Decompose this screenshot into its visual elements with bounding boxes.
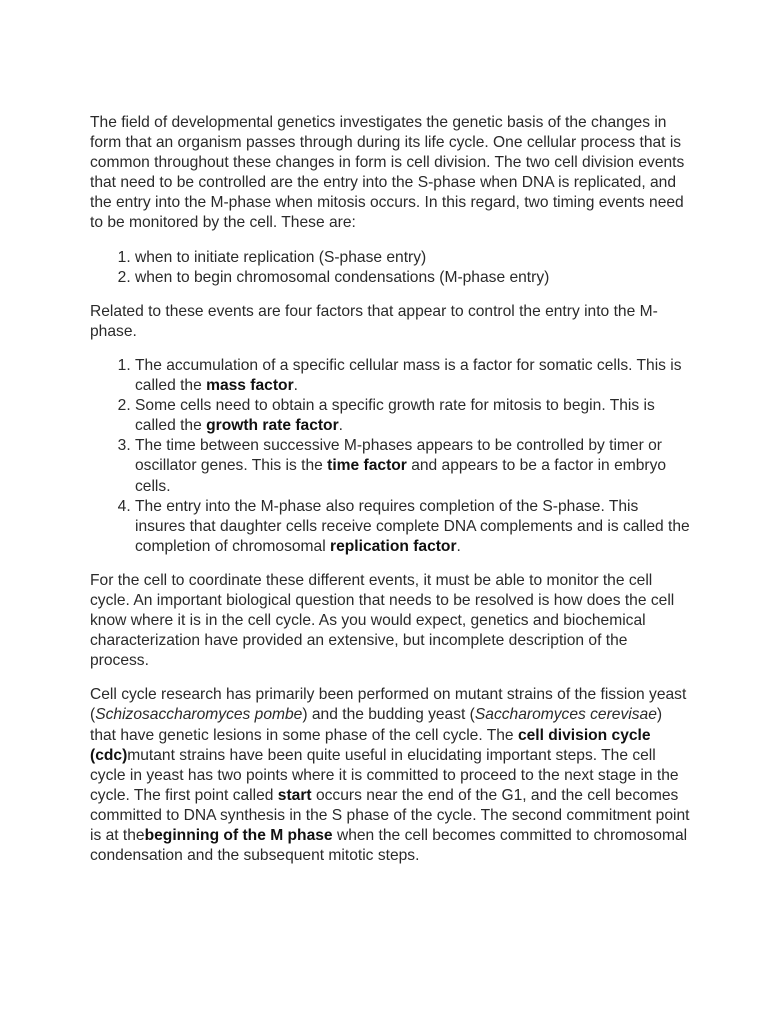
species-name: Schizosaccharomyces pombe [95, 706, 303, 724]
text-run: mutant strains have been quite useful in elucidating important steps. The cell cycle in yeast has two points where it is committed to proceed to the next stage in the cycle. The first point called [90, 746, 679, 804]
term-cdc: cell division cycle (cdc) [90, 726, 651, 764]
list-item [135, 396, 690, 436]
item-text: . [293, 377, 298, 395]
list-item [135, 356, 690, 396]
list-item: 1. when to initiate replication (S-phase entry) [135, 248, 690, 268]
list-item: 2. when to begin chromosomal condensations (M-phase entry) [135, 268, 690, 288]
list-item [135, 436, 690, 496]
factors-intro-paragraph: Related to these events are four factors that appear to control the entry into the M-phase. [90, 302, 658, 340]
item-text: . [338, 417, 343, 435]
item-text: and appears to be a factor in embryo cells. [135, 457, 667, 495]
text-run: ) that have genetic lesions in some phase of the cell cycle. The [90, 706, 663, 744]
text-run: occurs near the end of the G1, and the cell becomes committed to DNA synthesis in the S phase of the cycle. The second commitment point is at the [90, 786, 690, 844]
term-beginning-m-phase: beginning of the M phase [144, 827, 333, 844]
text-run: ) and the budding yeast ( [302, 706, 475, 724]
intro-paragraph: The field of developmental genetics investigates the genetic basis of the changes in form that an organism passes through during its life cycle. One cellular process that is common throughout these changes in form is cell division. The two cell division events that need to be controlled are the entry into the S-phase when DNA is replicated, and the entry into the M-phase when mitosis occurs. In this regard, two timing events need to be monitored by the cell. These are: [90, 114, 685, 232]
item-text: The accumulation of a specific cellular mass is a factor for somatic cells. This is called the [135, 356, 682, 395]
term-start: start [277, 786, 312, 804]
term-time-factor: time factor [327, 457, 407, 475]
cell-cycle-research-paragraph [90, 685, 690, 866]
list-item [135, 497, 690, 557]
species-name: Saccharomyces cerevisae [474, 706, 657, 724]
term-growth-rate-factor: growth rate factor [206, 417, 339, 435]
factors-list [90, 356, 690, 557]
item-text: . [456, 537, 461, 555]
item-text: Some cells need to obtain a specific growth rate for mitosis to begin. This is called the [135, 397, 655, 435]
term-mass-factor: mass factor [206, 377, 294, 395]
text-run: when the cell becomes committed to chromosomal condensation and the subsequent mitotic steps. [90, 827, 688, 865]
text-run: Cell cycle research has primarily been performed on mutant strains of the fission yeast ( [90, 686, 687, 724]
term-replication-factor: replication factor [330, 537, 457, 555]
coordination-paragraph: For the cell to coordinate these different events, it must be able to monitor the cell cycle. An important biological question that needs to be resolved is how does the cell know where it is in the cell cycle. As you would expect, genetics and biochemical characterization have provided an extensive, but incomplete description of the process. [90, 571, 675, 670]
item-text: The entry into the M-phase also requires completion of the S-phase. This insures that daughter cells receive complete DNA complements and is called the completion of chromosomal [135, 497, 690, 555]
timing-events-list [90, 248, 690, 288]
document-page [90, 113, 690, 880]
item-text: The time between successive M-phases appears to be controlled by timer or oscillator genes. This is the [135, 437, 662, 475]
